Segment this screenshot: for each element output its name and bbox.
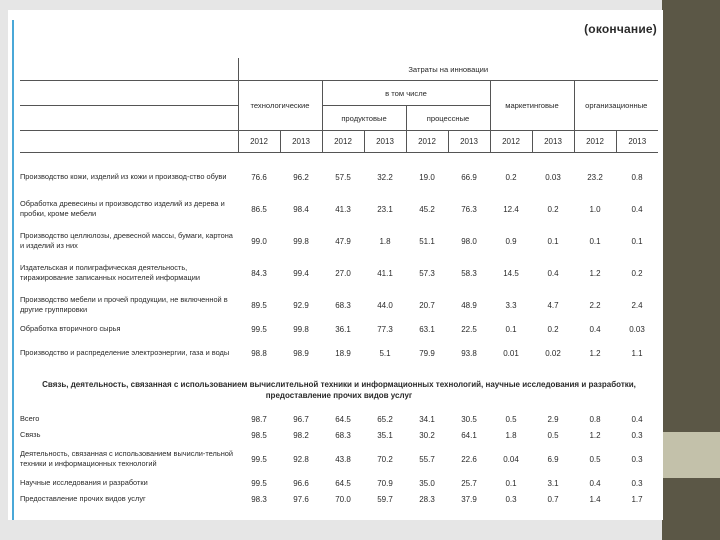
row-label: Предоставление прочих видов услуг — [20, 494, 146, 503]
cell-value: 0.4 — [631, 204, 643, 214]
cell-value: 84.3 — [251, 268, 267, 278]
sidebar-accent-band — [662, 432, 720, 478]
cell-value: 93.8 — [461, 348, 477, 358]
cell-value: 19.0 — [419, 172, 435, 182]
cell-value: 0.04 — [503, 454, 519, 464]
cell-value: 1.2 — [589, 268, 601, 278]
cell-value: 0.1 — [547, 236, 559, 246]
group-header: Затраты на инновации — [238, 58, 658, 81]
cell-value: 27.0 — [335, 268, 351, 278]
col-process: процессные — [406, 106, 490, 131]
year-header: 2012 — [322, 131, 364, 153]
cell-value: 98.0 — [461, 236, 477, 246]
cell-value: 30.2 — [419, 430, 435, 440]
year-header: 2012 — [238, 131, 280, 153]
cell-value: 76.3 — [461, 204, 477, 214]
table-row — [20, 491, 658, 507]
continuation-caption: (окончание) — [584, 22, 657, 36]
year-header: 2013 — [532, 131, 574, 153]
cell-value: 23.2 — [587, 172, 603, 182]
year-header: 2012 — [574, 131, 616, 153]
cell-value: 58.3 — [461, 268, 477, 278]
year-header: 2013 — [280, 131, 322, 153]
table-row — [20, 193, 658, 225]
cell-value: 37.9 — [461, 494, 477, 504]
cell-value: 99.8 — [293, 236, 309, 246]
cell-value: 12.4 — [503, 204, 519, 214]
cell-value: 79.9 — [419, 348, 435, 358]
cell-value: 20.7 — [419, 300, 435, 310]
cell-value: 1.0 — [589, 204, 601, 214]
cell-value: 99.8 — [293, 324, 309, 334]
slide-sidebar — [662, 0, 720, 540]
cell-value: 36.1 — [335, 324, 351, 334]
table-row — [20, 427, 658, 443]
cell-value: 64.5 — [335, 478, 351, 488]
cell-value: 64.1 — [461, 430, 477, 440]
row-label: Издательская и полиграфическая деятельность, тиражирование записанных носителей информации — [20, 263, 200, 282]
cell-value: 1.2 — [589, 430, 601, 440]
cell-value: 3.3 — [505, 300, 517, 310]
cell-value: 96.2 — [293, 172, 309, 182]
cell-value: 98.3 — [251, 494, 267, 504]
cell-value: 1.8 — [505, 430, 517, 440]
section-row — [20, 369, 658, 411]
year-header: 2013 — [448, 131, 490, 153]
cell-value: 64.5 — [335, 414, 351, 424]
cell-value: 99.5 — [251, 454, 267, 464]
cell-value: 0.4 — [589, 478, 601, 488]
cell-value: 76.6 — [251, 172, 267, 182]
cell-value: 1.7 — [631, 494, 643, 504]
table-row — [20, 475, 658, 491]
row-label: Научные исследования и разработки — [20, 478, 148, 487]
col-tech: технологические — [238, 81, 322, 131]
cell-value: 70.2 — [377, 454, 393, 464]
row-label: Всего — [20, 414, 40, 423]
col-organizational: организационные — [574, 81, 658, 131]
row-label: Производство кожи, изделий из кожи и производ-ство обуви — [20, 172, 227, 181]
cell-value: 5.1 — [379, 348, 391, 358]
table-row — [20, 443, 658, 475]
cell-value: 98.8 — [251, 348, 267, 358]
cell-value: 45.2 — [419, 204, 435, 214]
cell-value: 2.2 — [589, 300, 601, 310]
left-accent-line — [12, 20, 14, 520]
cell-value: 2.9 — [547, 414, 559, 424]
cell-value: 28.3 — [419, 494, 435, 504]
cell-value: 96.7 — [293, 414, 309, 424]
cell-value: 0.03 — [545, 172, 561, 182]
row-label: Производство целлюлозы, древесной массы, бумаги, картона и изделий из них — [20, 231, 233, 250]
cell-value: 55.7 — [419, 454, 435, 464]
cell-value: 1.4 — [589, 494, 601, 504]
cell-value: 0.9 — [505, 236, 517, 246]
cell-value: 30.5 — [461, 414, 477, 424]
cell-value: 0.4 — [631, 414, 643, 424]
col-marketing: маркетинговые — [490, 81, 574, 131]
cell-value: 68.3 — [335, 300, 351, 310]
cell-value: 2.4 — [631, 300, 643, 310]
cell-value: 0.1 — [589, 236, 601, 246]
cell-value: 23.1 — [377, 204, 393, 214]
cell-value: 92.9 — [293, 300, 309, 310]
cell-value: 1.8 — [379, 236, 391, 246]
cell-value: 0.2 — [505, 172, 517, 182]
cell-value: 0.5 — [547, 430, 559, 440]
cell-value: 92.8 — [293, 454, 309, 464]
cell-value: 0.1 — [505, 478, 517, 488]
cell-value: 0.7 — [547, 494, 559, 504]
cell-value: 3.1 — [547, 478, 559, 488]
cell-value: 70.0 — [335, 494, 351, 504]
slide-page — [8, 10, 663, 520]
cell-value: 43.8 — [335, 454, 351, 464]
cell-value: 63.1 — [419, 324, 435, 334]
year-header: 2012 — [406, 131, 448, 153]
year-header: 2013 — [364, 131, 406, 153]
row-label: Связь — [20, 430, 41, 439]
cell-value: 97.6 — [293, 494, 309, 504]
cell-value: 98.5 — [251, 430, 267, 440]
cell-value: 6.9 — [547, 454, 559, 464]
cell-value: 0.02 — [545, 348, 561, 358]
cell-value: 99.5 — [251, 324, 267, 334]
row-label: Обработка древесины и производство изделий из дерева и пробки, кроме мебели — [20, 199, 225, 218]
cell-value: 0.5 — [505, 414, 517, 424]
cell-value: 34.1 — [419, 414, 435, 424]
row-label: Производство и распределение электроэнергии, газа и воды — [20, 348, 230, 357]
col-product: продуктовые — [322, 106, 406, 131]
cell-value: 0.3 — [505, 494, 517, 504]
cell-value: 1.2 — [589, 348, 601, 358]
year-header: 2013 — [616, 131, 658, 153]
cell-value: 57.5 — [335, 172, 351, 182]
cell-value: 0.3 — [631, 430, 643, 440]
cell-value: 0.5 — [589, 454, 601, 464]
table-row — [20, 337, 658, 369]
cell-value: 51.1 — [419, 236, 435, 246]
table-row — [20, 257, 658, 289]
cell-value: 18.9 — [335, 348, 351, 358]
cell-value: 68.3 — [335, 430, 351, 440]
cell-value: 0.03 — [629, 324, 645, 334]
cell-value: 0.8 — [589, 414, 601, 424]
cell-value: 86.5 — [251, 204, 267, 214]
cell-value: 96.6 — [293, 478, 309, 488]
col-incl: в том числе — [322, 81, 490, 106]
cell-value: 66.9 — [461, 172, 477, 182]
table-row — [20, 321, 658, 337]
cell-value: 1.1 — [631, 348, 643, 358]
table-row — [20, 153, 658, 194]
cell-value: 0.01 — [503, 348, 519, 358]
cell-value: 0.8 — [631, 172, 643, 182]
cell-value: 14.5 — [503, 268, 519, 278]
cell-value: 0.1 — [505, 324, 517, 334]
cell-value: 0.1 — [631, 236, 643, 246]
cell-value: 32.2 — [377, 172, 393, 182]
cell-value: 41.1 — [377, 268, 393, 278]
cell-value: 98.2 — [293, 430, 309, 440]
cell-value: 57.3 — [419, 268, 435, 278]
cell-value: 25.7 — [461, 478, 477, 488]
cell-value: 98.4 — [293, 204, 309, 214]
cell-value: 22.5 — [461, 324, 477, 334]
cell-value: 44.0 — [377, 300, 393, 310]
cell-value: 0.4 — [547, 268, 559, 278]
cell-value: 35.1 — [377, 430, 393, 440]
cell-value: 35.0 — [419, 478, 435, 488]
cell-value: 98.9 — [293, 348, 309, 358]
cell-value: 70.9 — [377, 478, 393, 488]
cell-value: 65.2 — [377, 414, 393, 424]
stub-header — [20, 58, 238, 81]
cell-value: 41.3 — [335, 204, 351, 214]
cell-value: 47.9 — [335, 236, 351, 246]
cell-value: 22.6 — [461, 454, 477, 464]
row-label: Обработка вторичного сырья — [20, 324, 121, 333]
innovation-costs-table — [20, 58, 658, 507]
cell-value: 89.5 — [251, 300, 267, 310]
cell-value: 0.2 — [547, 204, 559, 214]
cell-value: 99.5 — [251, 478, 267, 488]
cell-value: 0.3 — [631, 454, 643, 464]
table-row — [20, 225, 658, 257]
cell-value: 0.2 — [547, 324, 559, 334]
cell-value: 48.9 — [461, 300, 477, 310]
cell-value: 0.4 — [589, 324, 601, 334]
cell-value: 77.3 — [377, 324, 393, 334]
row-label: Производство мебели и прочей продукции, не включенной в другие группировки — [20, 295, 228, 314]
table-row — [20, 289, 658, 321]
cell-value: 0.3 — [631, 478, 643, 488]
table-row — [20, 411, 658, 427]
cell-value: 59.7 — [377, 494, 393, 504]
cell-value: 99.0 — [251, 236, 267, 246]
cell-value: 98.7 — [251, 414, 267, 424]
row-label: Деятельность, связанная с использованием вычисли-тельной техники и информационных технологий — [20, 449, 234, 468]
cell-value: 0.2 — [631, 268, 643, 278]
cell-value: 99.4 — [293, 268, 309, 278]
section-title: Связь, деятельность, связанная с использованием вычислительной техники и информационных технологий, научные исследования и разработки, предоставление прочих видов услуг — [42, 380, 636, 400]
year-header: 2012 — [490, 131, 532, 153]
cell-value: 4.7 — [547, 300, 559, 310]
